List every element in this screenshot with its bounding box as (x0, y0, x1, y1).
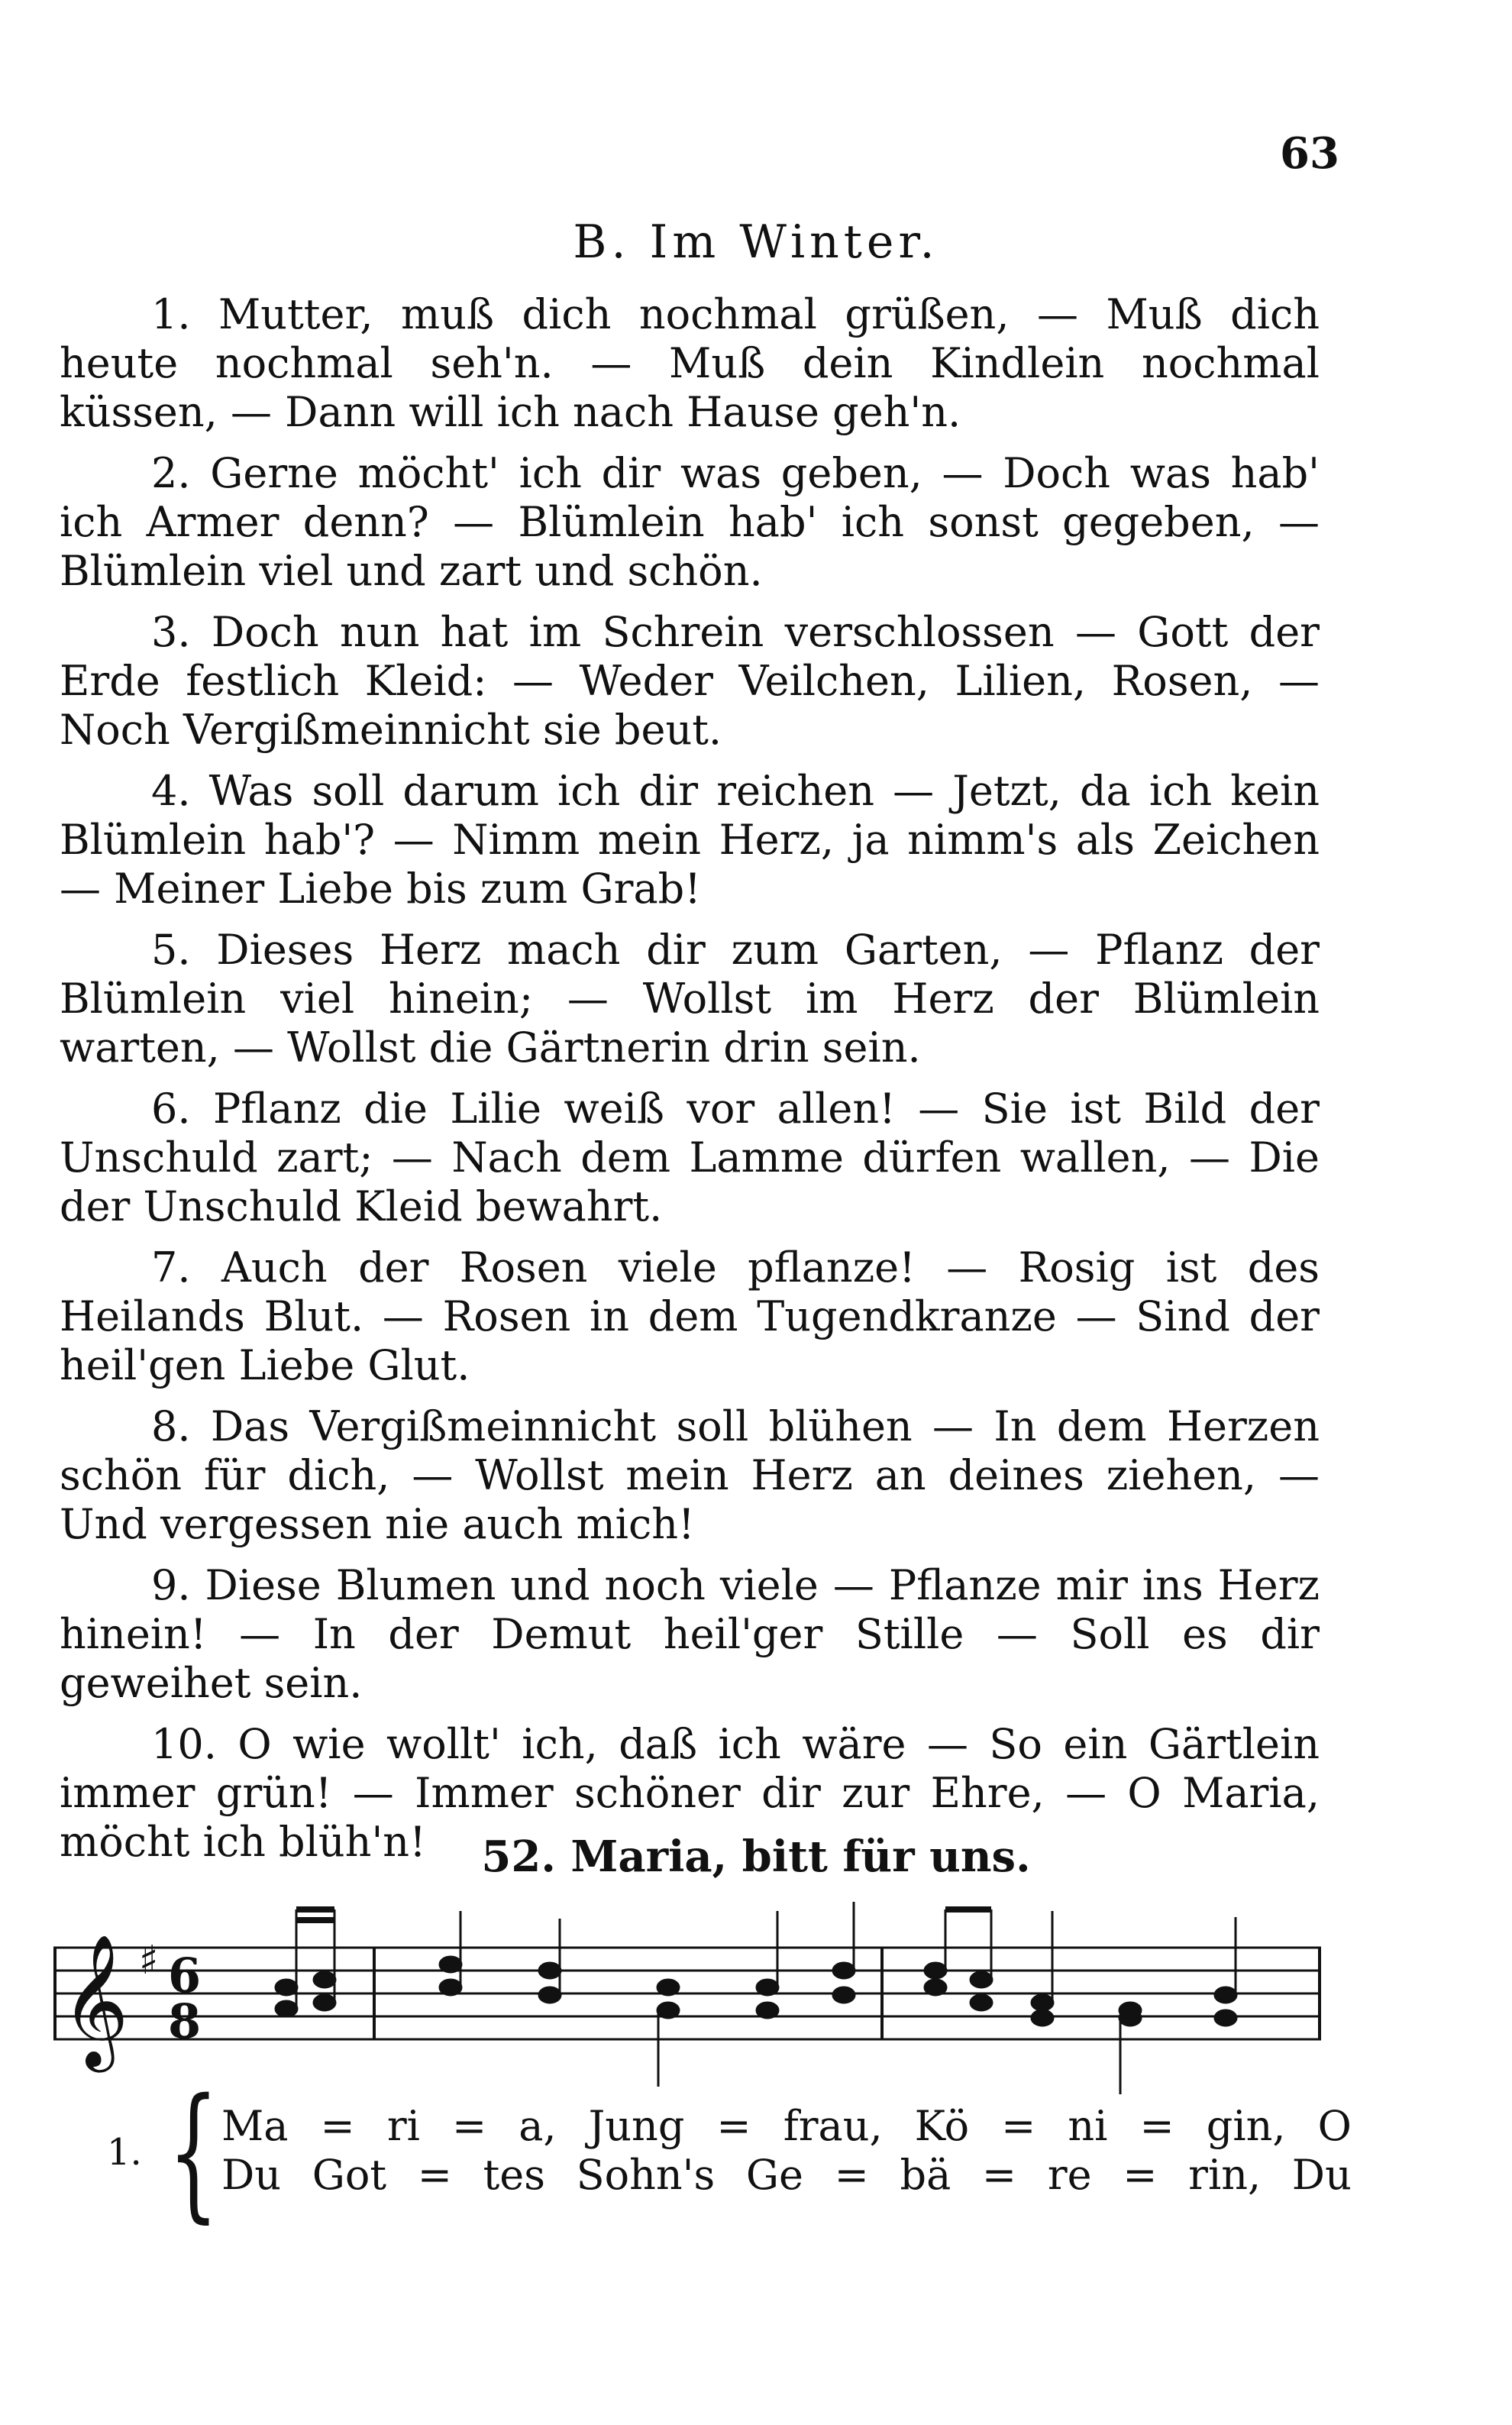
lyric-syllable: = (1123, 2151, 1158, 2199)
lyric-syllable: ni (1068, 2102, 1108, 2150)
sharp-icon: ♯ (139, 1938, 159, 1984)
lyric-syllable: Sohn's (576, 2151, 716, 2199)
lyric-syllable: frau, (783, 2102, 883, 2150)
verse-list (60, 290, 1320, 1879)
verse: 1. Mutter, muß dich nochmal grüßen, — Muß dich heute nochmal seh'n. — Muß dein Kindlein nochmal küssen, — Dann will ich nach Hause geh'n. (60, 290, 1320, 436)
verse: 2. Gerne möcht' ich dir was geben, — Doch was hab' ich Armer denn? — Blümlein hab' ich sonst gegeben, — Blümlein viel und zart und schön. (60, 449, 1320, 595)
verse: 3. Doch nun hat im Schrein verschlossen — Gott der Erde festlich Kleid: — Weder Veilchen, Lilien, Rosen, — Noch Vergißmeinnicht sie beut. (60, 608, 1320, 754)
page-number: 63 (1280, 128, 1339, 179)
treble-clef-icon: 𝄞 (61, 1934, 129, 2067)
verse: 10. O wie wollt' ich, daß ich wäre — So ein Gärtlein immer grün! — Immer schöner dir zur Ehre, — O Maria, möcht ich blüh'n! (60, 1720, 1320, 1866)
lyric-syllable: Du (1291, 2151, 1352, 2199)
lyric-syllable: Got (312, 2151, 387, 2199)
lyric-syllable: re (1047, 2151, 1092, 2199)
music-staff (53, 1894, 1321, 2123)
verse: 9. Diese Blumen und noch viele — Pflanze mir ins Herz hinein! — In der Demut heil'ger Stille — Soll es dir geweihet sein. (60, 1561, 1320, 1707)
time-signature-top: 6 (168, 1948, 202, 2003)
lyric-syllable: = (834, 2151, 869, 2199)
lyric-syllable: ri (386, 2102, 420, 2150)
lyric-syllable: = (417, 2151, 452, 2199)
time-signature-bottom: 8 (168, 1993, 202, 2049)
verse: 8. Das Vergißmeinnicht soll blühen — In dem Herzen schön für dich, — Wollst mein Herz an deines ziehen, — Und vergessen nie auch mich! (60, 1402, 1320, 1548)
lyric-syllable: = (1139, 2102, 1174, 2150)
verse: 6. Pflanz die Lilie weiß vor allen! — Sie ist Bild der Unschuld zart; — Nach dem Lamme dürfen wallen, — Die der Unschuld Kleid bewahrt. (60, 1085, 1320, 1230)
verse: 4. Was soll darum ich dir reichen — Jetzt, da ich kein Blümlein hab'? — Nimm mein Herz, ja nimm's als Zeichen — Meiner Liebe bis zum Grab! (60, 767, 1320, 913)
lyric-syllable: = (981, 2151, 1017, 2199)
lyric-syllable: bä (900, 2151, 951, 2199)
lyric-syllable: Ma (221, 2102, 289, 2150)
lyric-syllable: = (451, 2102, 487, 2150)
section-title: B. Im Winter. (573, 215, 939, 269)
lyric-syllable: gin, (1206, 2102, 1286, 2150)
verse: 5. Dieses Herz mach dir zum Garten, — Pflanz der Blümlein viel hinein; — Wollst im Herz der Blümlein warten, — Wollst die Gärtnerin drin sein. (60, 926, 1320, 1072)
lyric-syllable: a, (519, 2102, 557, 2150)
lyric-syllable: = (716, 2102, 751, 2150)
lyric-syllable: Jung (588, 2102, 685, 2150)
lyric-syllable: Ge (745, 2151, 803, 2199)
verse: 7. Auch der Rosen viele pflanze! — Rosig ist des Heilands Blut. — Rosen in dem Tugendkranze — Sind der heil'gen Liebe Glut. (60, 1243, 1320, 1389)
lyric-syllable: O (1317, 2102, 1352, 2150)
lyric-syllable: Kö (914, 2102, 970, 2150)
song-title: 52. Maria, bitt für uns. (481, 1832, 1031, 1882)
lyric-syllable: Du (221, 2151, 282, 2199)
lyric-syllable: tes (483, 2151, 545, 2199)
notes (276, 1902, 1236, 2094)
lyrics-verse-number: 1. (107, 2131, 142, 2174)
brace-icon: { (168, 2068, 219, 2236)
lyric-syllable: = (1001, 2102, 1036, 2150)
lyrics-line-1 (221, 2102, 1352, 2150)
lyrics-line-2 (221, 2151, 1352, 2199)
lyric-syllable: = (320, 2102, 355, 2150)
lyric-syllable: rin, (1188, 2151, 1262, 2199)
